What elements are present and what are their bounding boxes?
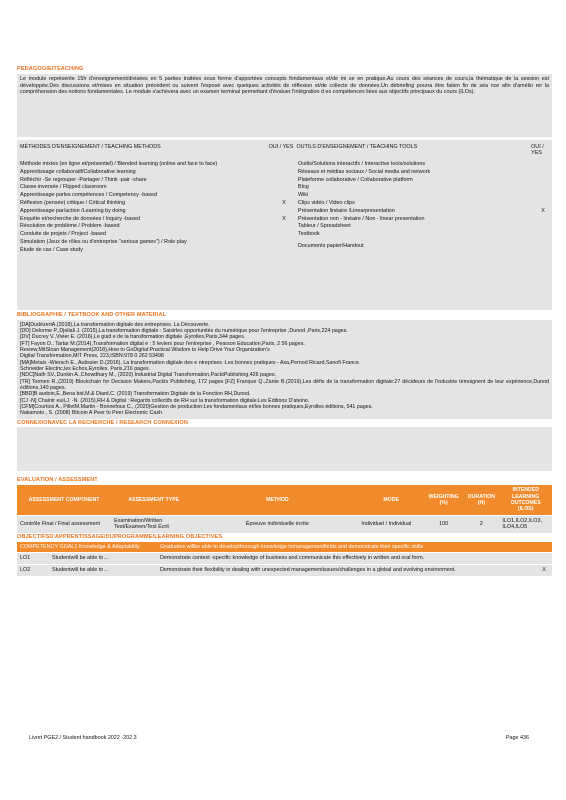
footer-handbook: Livret PGE2 / Student handbook 2022 -202 3 (29, 735, 137, 741)
method-item: Étude de cas / Case study (20, 246, 83, 253)
header-mode: MODE (358, 485, 424, 515)
reference-item: [FT] Fayon D., Tartar M.(2014),Transformation digital e : 5 leviers pour l'entreprise , Pearson Education,Paris, 2 56 pages. (20, 340, 305, 347)
header-weighting: WEIGHTING (%) (424, 485, 463, 515)
competency-description: Graduates willbe able to developthorough knowledge inmanagementfields and demonstrate their specific skills (157, 542, 552, 553)
assessment-row (17, 515, 552, 533)
reference-item: [CFM]Courtois A., PilletM.Martin - Bonnefous C., (2020)Gestion de production:Les fondamentaux et/les bonnes pratiques,Eyrolles éditions, 541 pages. (20, 404, 373, 411)
bibliography-title: BIBLIOGRAPHIE / TEXTBOOK AND OTHER MATERIAL (17, 311, 167, 318)
method-item: Apprentissage parles compétences / Competency -based (20, 192, 157, 199)
header-type: ASSESSMENT TYPE (111, 485, 196, 515)
course-page (17, 66, 552, 577)
objective-row (17, 564, 552, 576)
reference-item: [DD] Delorme P.,Djellali J. (2015),La transformation digitale : Saisirles opportunités du numérique pour l'entreprise ,Dunod ,Paris,224 pages. (20, 327, 348, 334)
tools-list (298, 161, 552, 255)
reference-item: [NDC]Nath SV.,Dunkin A.,Chowdhary M., (2020) Industrial Digital Transformation,PacktPublishing,426 pages. (20, 372, 276, 379)
header-outcomes: INTENDED LEARNING OUTCOMES (ILOS) (499, 485, 552, 515)
method-item: Conduite de projets / Project -based (20, 231, 107, 238)
cell-mode: Individuel / Individual (358, 515, 424, 533)
pedagogy-text: Le module représente 15h d'enseignement/divisées en 5 parties traitées sous forme d'apportées concepts fondamentaux et/de mi se en pratique.Au cours des séances de cours,la thématique de la session est développée.Des discussions et/mises en situation précèdent ou suivent l'exposé avec quelques activités de réflexion et/de collecte de données.Un débriefing pourra être faiten fin de séa nce afin d'amélio rer la compréhension des notions fondamentales. Le module s'achèvera avec un examen terminal permettant d'évaluer l'intégration d es compétences liées aux objectifs principaux du cours (ILOs). (17, 74, 552, 137)
method-item: Résolution de problème / Problem -based (20, 223, 120, 230)
objective-text: Demonstrate their flexibility in dealing with unexpected managementissues/challenges in a global and evolving environment. (157, 564, 536, 576)
header-component: ASSESSMENT COMPONENT (17, 485, 111, 515)
reference-item: [BBD]B audoin,E.,Bena bid,M.& Diard,C. (2019) Transformation Digitale de la Fonction RH,Dunod. (20, 391, 251, 398)
cell-component: Contrôle Final / Final assessment (17, 515, 111, 533)
objective-id: LO1 (17, 553, 49, 565)
tool-item: Documents papier/Handout (298, 242, 364, 249)
learning-objectives-title: OBJECTIFSD'APPRENTISSAGE/DUPROGRAMME/LEARNING OBJECTIVES (17, 533, 223, 540)
cell-weighting: 100 (424, 515, 463, 533)
method-item: Réflexion (pensée) critique / Critical thinking X (20, 199, 286, 206)
header-method: METHOD (196, 485, 358, 515)
method-item: Simulation (Jeux de rôles ou d'entreprise "serious games") / Role play (20, 238, 187, 245)
reference-item: [MA]Metais -Wiersch E., Autissier D.(2016), La transformation digitale des e ntreprises :Les bonnes pratiques - Axa,Pernod Ricard,Sanofi France. (20, 359, 361, 366)
tool-item: Tableur / Spreadsheet (298, 223, 351, 230)
methods-list (20, 161, 298, 255)
method-item: Apprentissage par/action /Learning by doing (20, 207, 126, 214)
tool-item: Textbook (298, 231, 320, 238)
reference-item: Digital Transformation,MIT Press, 223,ISBN:978 0 262 53498 (20, 353, 164, 360)
competency-goal: COMPETENCY GOAL1 Knowledge & Adaptability (17, 542, 157, 553)
reference-item: Schneider Electric,les Echos,Eyrolles, Paris,216 pages. (20, 366, 151, 373)
objective-id: LO2 (17, 564, 49, 576)
objective-mark: X (536, 564, 552, 576)
bibliography-list (17, 320, 552, 419)
tool-item: Réseaux et médias sociaux / Social media and network (298, 168, 431, 175)
footer-page-number: Page 436 (505, 735, 529, 741)
research-title: CONNEXIONAVEC LA RECHERCHE / RESEARCH CONNEXION (17, 419, 188, 426)
header-duration: DURATION (H) (463, 485, 499, 515)
objective-text: Demonstrate context -specific knowledge of business and communicate this effectively in written and oral form. (157, 553, 536, 565)
method-item: Classe inversée / Flipped classroom (20, 184, 107, 191)
cell-duration: 2 (463, 515, 499, 533)
objective-mark (536, 553, 552, 565)
method-item: Enquête et/recherche de données / Inquiry -based X (20, 215, 286, 222)
competency-row (17, 542, 552, 553)
tool-item: Présentation non - linéaire / Non - linear presentation (298, 215, 425, 222)
method-item: Réfléchir -Se regrouper -Partager / Think -pair -share (20, 176, 147, 183)
pedagogy-title: PEDAGOGIE/TEACHING (17, 66, 84, 72)
tool-item: Wiki (298, 192, 309, 199)
tool-item: Outils/Solutions interactifs / Interactive tools/solutions (298, 161, 426, 167)
method-item: Méthode mixtes (en ligne et/présentiel) / Blended learning (online and face to face) (20, 161, 218, 167)
methods-yes-header: OUI / YES (268, 143, 294, 150)
reference-item: Nakamoto , S. (2008) Bitcoin A Peer to Peer Electronic Cash (20, 410, 162, 417)
reference-item: Review,MitSloan Management(2018),How to GoDigital:Practical Wisdom to Help Drive Your Organization's (20, 347, 270, 353)
tools-header: OUTILS D'ENSEIGNEMENT / TEACHING TOOLS (296, 143, 418, 150)
cell-outcomes: ILO1,ILO2,ILO3, ILO4,ILO5 (499, 515, 552, 533)
objective-who: Studentwill be able to… (49, 553, 157, 565)
methods-tools-header (20, 142, 549, 157)
page-footer (29, 735, 529, 742)
tool-item: Présentation linéaire /Linearpresentation X (298, 207, 545, 214)
objective-who: Studentwill be able to… (49, 564, 157, 576)
assessment-table (17, 485, 552, 533)
cell-type: Examination/Written Test/Examen/Test Écrit (111, 515, 196, 533)
research-box (17, 427, 552, 471)
method-item: Apprentissage collaboratif/Collaborative learning (20, 168, 136, 175)
methods-header: MÉTHODES D'ENSEIGNEMENT / TEACHING METHODS (20, 143, 161, 150)
evaluation-title: EVALUATION / ASSESSMENT (17, 476, 98, 483)
cell-method: Épreuve individuelle écrite (196, 515, 358, 533)
reference-item: [TR] Tormen R.,(2019) Blockchain for Decision Makers,Packts Publishing, 172 pages [FZ] Franque Q.,Zante B.(2019),Les défis de la transformation digitale:27 décideurs de l'industrie témoignent de leur expérience,Dunod éditions,140 pages. (20, 378, 549, 392)
tool-item: Blog (298, 184, 309, 191)
reference-item: [DA]DudézertA.(2018),La transformation digitale des entreprises. La Découverte. (20, 321, 210, 328)
tools-yes-header: OUI / YES (531, 143, 544, 157)
reference-item: [CJ -N] Chaintr euil,J. -N. (2015),RH & Digital : Regards collectifs de RH sur la transformation digitale.Les Éditions D'ateino. (20, 397, 310, 404)
tool-item: Clips vidéo / Video clips (298, 199, 355, 206)
assessment-header-row (17, 485, 552, 515)
methods-tools-box (17, 140, 552, 310)
objective-row (17, 553, 552, 565)
reference-item: [DV] Ducrey V.,Vivier E. (2016),Le guid e de la transformation digitale ,Eyrolles,Paris,344 pages. (20, 334, 246, 341)
tool-item: Plateforme collaborative / Collaborative platform (298, 176, 413, 183)
learning-objectives-table (17, 542, 552, 577)
methods-tools-rows (20, 161, 549, 255)
